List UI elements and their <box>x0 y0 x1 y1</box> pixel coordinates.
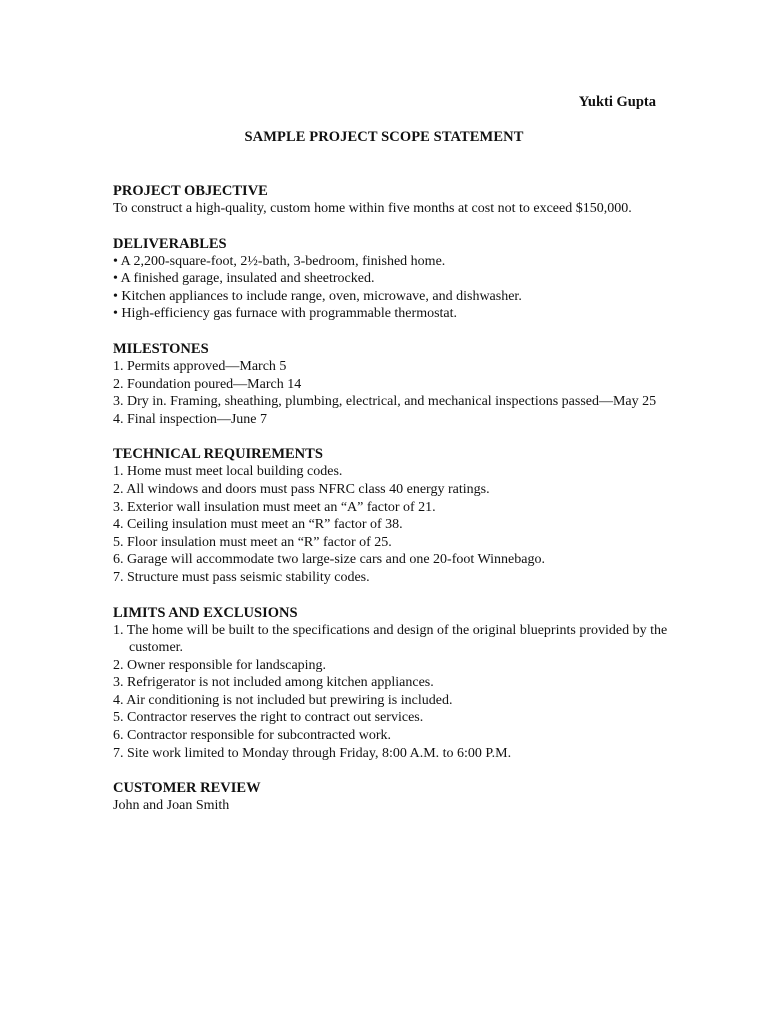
section-milestones <box>113 340 673 428</box>
milestone-item: 1. Permits approved—March 5 <box>113 358 287 374</box>
limit-item: 6. Contractor responsible for subcontracted work. <box>113 728 391 744</box>
requirement-item: 4. Ceiling insulation must meet an “R” factor of 38. <box>113 517 403 533</box>
milestone-item: 4. Final inspection—June 7 <box>113 411 267 427</box>
section-heading: DELIVERABLES <box>113 235 227 252</box>
document-body <box>113 182 673 832</box>
objective-text: To construct a high-quality, custom home within five months at cost not to exceed $150,000. <box>113 201 632 216</box>
section-deliverables <box>113 235 673 323</box>
limit-item: 7. Site work limited to Monday through Friday, 8:00 A.M. to 6:00 P.M. <box>113 745 512 761</box>
milestones-list <box>113 358 673 428</box>
section-heading: TECHNICAL REQUIREMENTS <box>113 446 323 463</box>
requirement-item: 2. All windows and doors must pass NFRC class 40 energy ratings. <box>113 481 490 497</box>
deliverable-item: • High-efficiency gas furnace with programmable thermostat. <box>113 306 458 322</box>
limits-list <box>113 622 673 763</box>
requirement-item: 7. Structure must pass seismic stability codes. <box>113 569 370 585</box>
requirement-item: 1. Home must meet local building codes. <box>113 464 343 480</box>
technical-requirements-list <box>113 463 673 586</box>
milestone-item: 2. Foundation poured—March 14 <box>113 376 302 392</box>
limit-item: 5. Contractor reserves the right to contract out services. <box>113 710 424 726</box>
limit-item: 4. Air conditioning is not included but prewiring is included. <box>113 692 453 708</box>
section-heading: MILESTONES <box>113 340 209 357</box>
document-title: SAMPLE PROJECT SCOPE STATEMENT <box>244 129 524 145</box>
section-heading: PROJECT OBJECTIVE <box>113 183 268 199</box>
requirement-item: 5. Floor insulation must meet an “R” factor of 25. <box>113 534 392 550</box>
deliverables-list <box>113 253 673 323</box>
requirement-item: 6. Garage will accommodate two large-size cars and one 20-foot Winnebago. <box>113 552 545 568</box>
limit-item: 1. The home will be built to the specifications and design of the original blueprints provided by the customer. <box>113 622 668 656</box>
deliverable-item: • A finished garage, insulated and sheetrocked. <box>113 271 375 287</box>
deliverable-item: • Kitchen appliances to include range, oven, microwave, and dishwasher. <box>113 288 522 304</box>
section-heading: CUSTOMER REVIEW <box>113 780 261 797</box>
requirement-item: 3. Exterior wall insulation must meet an “A” factor of 21. <box>113 499 436 515</box>
author-name: Yukti Gupta <box>578 94 656 110</box>
section-technical-requirements <box>113 445 673 586</box>
section-project-objective <box>113 182 673 218</box>
section-customer-review <box>113 779 673 815</box>
limit-item: 3. Refrigerator is not included among kitchen appliances. <box>113 675 434 691</box>
section-heading: LIMITS AND EXCLUSIONS <box>113 604 298 621</box>
milestone-item: 3. Dry in. Framing, sheathing, plumbing, electrical, and mechanical inspections passed—May 25 <box>113 394 657 410</box>
section-limits-exclusions <box>113 604 673 763</box>
limit-item: 2. Owner responsible for landscaping. <box>113 657 327 673</box>
customer-names: John and Joan Smith <box>113 798 230 814</box>
deliverable-item: • A 2,200-square-foot, 2½-bath, 3-bedroom, finished home. <box>113 253 446 269</box>
